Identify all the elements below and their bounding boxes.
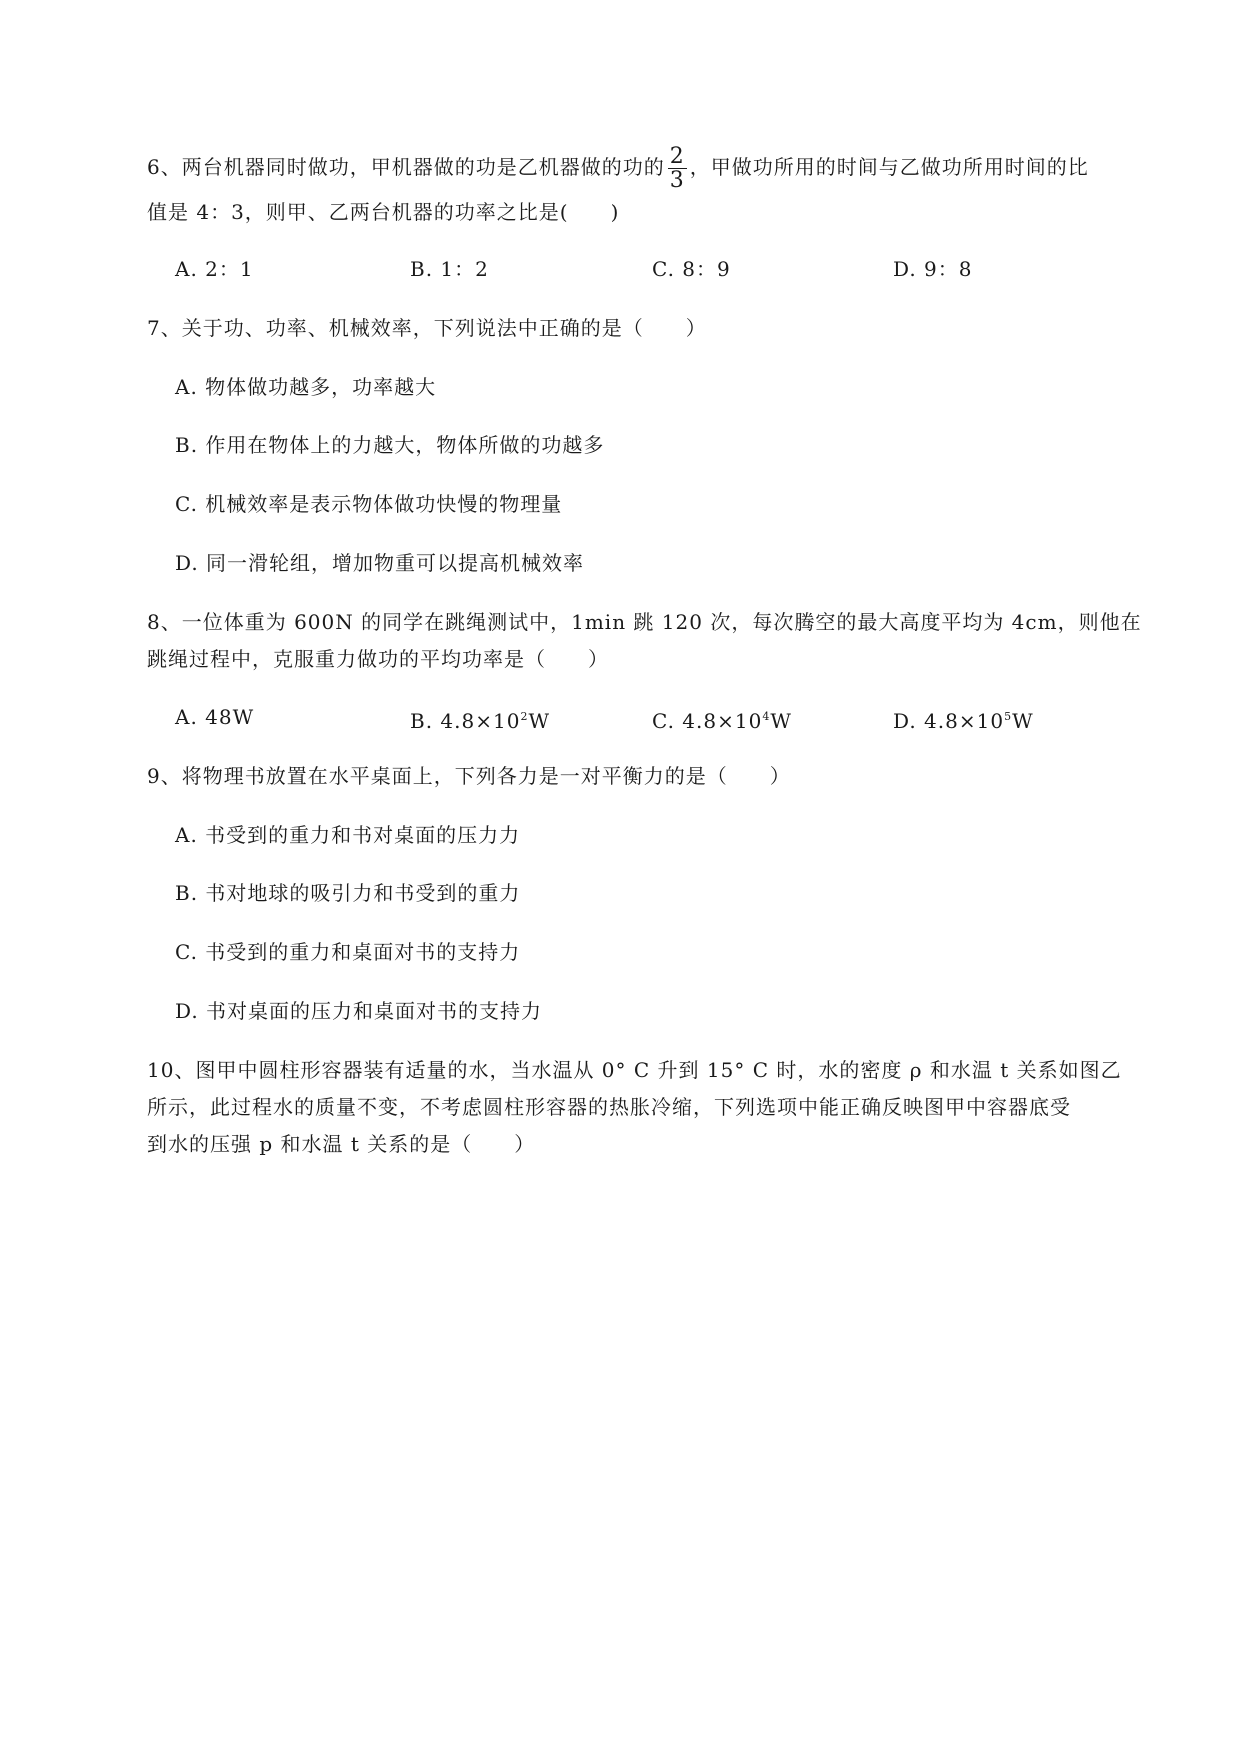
option-text: C. 4.8×10 (652, 709, 763, 733)
question-8-stem-line2: 跳绳过程中，克服重力做功的平均功率是（ ） (147, 647, 609, 671)
exponent: 2 (520, 710, 529, 723)
question-9-option-b: B. 书对地球的吸引力和书受到的重力 (175, 881, 521, 905)
option-text: D. 4.8×10 (893, 709, 1005, 733)
question-7-option-b: B. 作用在物体上的力越大，物体所做的功越多 (175, 433, 605, 457)
question-9-stem: 9、将物理书放置在水平桌面上，下列各力是一对平衡力的是（ ） (147, 764, 791, 788)
question-7-option-c: C. 机械效率是表示物体做功快慢的物理量 (175, 492, 563, 516)
question-8-option-a (175, 702, 254, 732)
unit: W (770, 709, 792, 733)
question-9-option-a: A. 书受到的重力和书对桌面的压力力 (175, 823, 521, 847)
question-6-stem-text: 6、两台机器同时做功，甲机器做的功是乙机器做的功的 (147, 155, 665, 180)
question-7-option-d: D. 同一滑轮组，增加物重可以提高机械效率 (175, 551, 585, 575)
question-9-option-d: D. 书对桌面的压力和桌面对书的支持力 (175, 999, 543, 1023)
fraction (668, 145, 687, 192)
question-6-stem-text-cont: ，甲做功所用的时间与乙做功所用时间的比 (689, 155, 1089, 180)
unit: W (528, 709, 550, 733)
unit: W (1012, 709, 1034, 733)
option-text: B. 4.8×10 (410, 709, 521, 733)
question-10-stem-line3: 到水的压强 p 和水温 t 关系的是（ ） (147, 1132, 536, 1156)
fraction-denominator: 3 (669, 168, 685, 194)
question-6-option-b: B. 1：2 (410, 257, 489, 281)
question-6-option-a: A. 2：1 (175, 257, 254, 281)
exponent: 4 (762, 710, 771, 723)
question-9-option-c: C. 书受到的重力和桌面对书的支持力 (175, 940, 521, 964)
question-6-option-d: D. 9：8 (893, 257, 973, 281)
question-8-stem-line1: 8、一位体重为 600N 的同学在跳绳测试中，1min 跳 120 次，每次腾空的最大高度平均为 4cm，则他在 (147, 610, 1142, 634)
question-7-stem: 7、关于功、功率、机械效率，下列说法中正确的是（ ） (147, 316, 707, 340)
question-6-stem-line2: 值是 4：3，则甲、乙两台机器的功率之比是( ) (147, 200, 620, 224)
option-text: A. 48W (175, 705, 255, 729)
fraction-numerator: 2 (669, 144, 685, 169)
question-7-option-a: A. 物体做功越多，功率越大 (175, 375, 437, 399)
question-8-option-c (652, 702, 792, 736)
question-10-stem-line1: 10、图甲中圆柱形容器装有适量的水，当水温从 0° C 升到 15° C 时，水的密度 ρ 和水温 t 关系如图乙 (147, 1058, 1122, 1082)
question-10-stem-line2: 所示，此过程水的质量不变，不考虑圆柱形容器的热胀冷缩，下列选项中能正确反映图甲中容器底受 (147, 1095, 1071, 1119)
question-8-option-d (893, 702, 1034, 736)
question-6-stem-line1 (147, 145, 1089, 192)
exponent: 5 (1004, 710, 1013, 723)
question-6-option-c: C. 8：9 (652, 257, 731, 281)
question-8-option-b (410, 702, 550, 736)
